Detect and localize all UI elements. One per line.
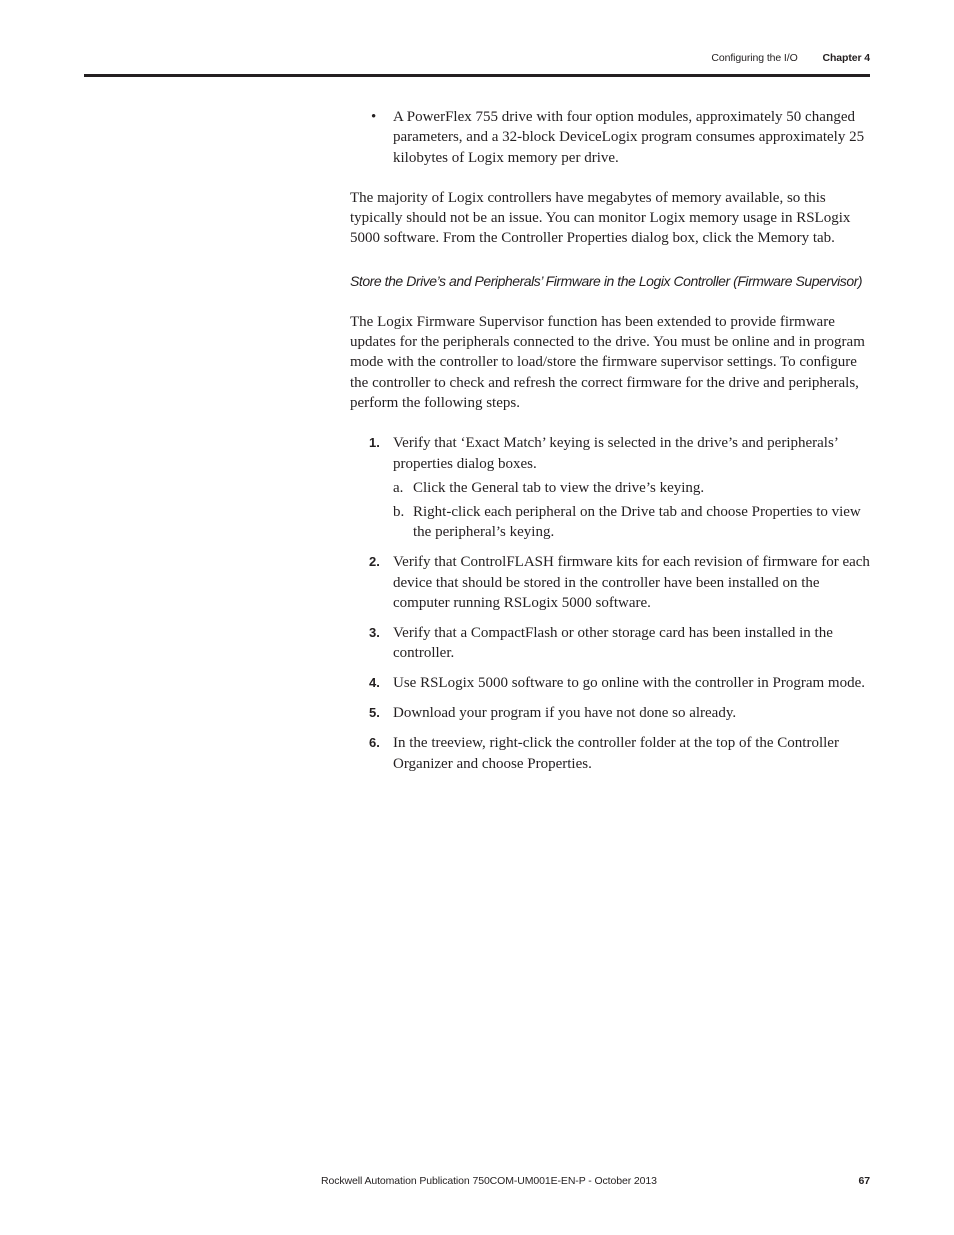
firmware-supervisor-paragraph: The Logix Firmware Supervisor function has been extended to provide firmware updates for the peripherals connected to the drive. You must be online and in program mode with the controller to load/store the firmware supervisor settings. To configure the controller to check and refresh the correct firmware for the drive and peripherals, perform the following steps.: [350, 313, 865, 411]
step-text: Verify that ‘Exact Match’ keying is selected in the drive’s and peripherals’ properties dialog boxes.: [393, 435, 838, 472]
substep-a: [393, 478, 872, 498]
step-number: 6.: [369, 735, 380, 751]
substep-text: Right-click each peripheral on the Drive tab and choose Properties to view the peripheral’s keying.: [413, 504, 861, 541]
bullet-icon: •: [371, 109, 377, 125]
header-chapter-label: Chapter 4: [822, 52, 870, 64]
step-text: In the treeview, right-click the controller folder at the top of the Controller Organizer and choose Properties.: [393, 735, 839, 772]
step-text: Use RSLogix 5000 software to go online with the controller in Program mode.: [393, 675, 866, 692]
step-number: 1.: [369, 435, 380, 451]
running-header: [711, 52, 870, 64]
step-3: [369, 623, 872, 664]
step-1: [369, 433, 872, 542]
procedure-steps: [350, 433, 872, 774]
step-6: [369, 733, 872, 774]
bullet-list: [350, 107, 872, 168]
step-text: Download your program if you have not done so already.: [393, 705, 737, 722]
step-number: 4.: [369, 675, 380, 691]
step-number: 3.: [369, 625, 380, 641]
memory-paragraph: The majority of Logix controllers have megabytes of memory available, so this typically should not be an issue. You can monitor Logix memory usage in RSLogix 5000 software. From the Controller Properties dialog box, click the Memory tab.: [350, 189, 851, 247]
step-number: 5.: [369, 705, 380, 721]
header-section-title: Configuring the I/O: [711, 52, 798, 64]
substep-letter: a.: [393, 479, 404, 496]
substep-letter: b.: [393, 504, 405, 521]
main-content: [350, 107, 872, 784]
step-4: [369, 673, 872, 693]
header-rule: [84, 74, 870, 77]
bullet-item: [371, 107, 872, 168]
page-number: 67: [858, 1175, 870, 1187]
step-text: Verify that a CompactFlash or other storage card has been installed in the controller.: [393, 625, 833, 662]
bullet-text: A PowerFlex 755 drive with four option modules, approximately 50 changed parameters, and a 32-block DeviceLogix program consumes approximately 25 kilobytes of Logix memory per drive.: [393, 109, 865, 166]
step-number: 2.: [369, 554, 380, 570]
publication-info: Rockwell Automation Publication 750COM-UM001E-EN-P - October 2013: [321, 1175, 657, 1187]
substep-text: Click the General tab to view the drive’s keying.: [413, 479, 705, 496]
substep-b: [393, 502, 872, 543]
substeps: [393, 478, 872, 543]
step-5: [369, 703, 872, 723]
section-subheading: Store the Drive’s and Peripherals’ Firmware in the Logix Controller (Firmware Supervisor): [350, 272, 863, 289]
step-2: [369, 552, 872, 613]
step-text: Verify that ControlFLASH firmware kits for each revision of firmware for each device that should be stored in the controller have been installed on the computer running RSLogix 5000 software.: [393, 554, 870, 612]
